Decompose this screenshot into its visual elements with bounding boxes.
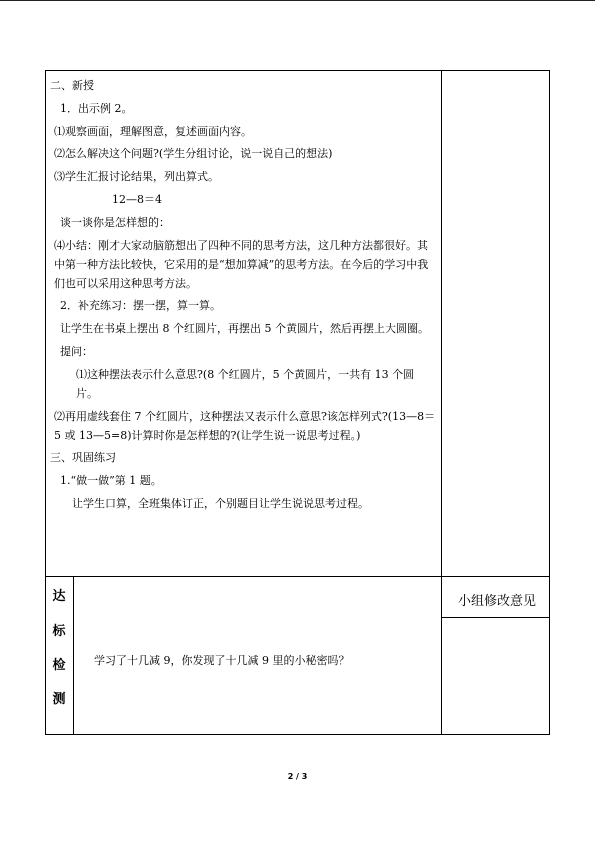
lesson-step: 1．出示例 2。 [60,101,133,115]
equation: 12—8＝4 [112,192,162,206]
lesson-step: ⑵怎么解决这个问题?(学生分组讨论，说一说自己的想法) [54,147,333,161]
lesson-step: 提问： [60,344,93,358]
lesson-step: 谈一谈你是怎样想的： [60,215,170,229]
section-heading: 二、新授 [50,79,94,92]
question: ⑵再用虚线套住 7 个红圆片，这种摆法又表示什么意思?该怎样列式?(13—8＝5 或 13—5=8)计算时你是怎样想的?(让学生说一说思考过程。) [54,409,436,442]
group-revision-title: 小组修改意见 [457,594,536,609]
assessment-label-char: 测 [52,692,66,707]
lesson-step: 让学生口算，全班集体订正，个别题目让学生说说思考过程。 [72,496,369,510]
column-divider-label [73,576,74,735]
page-number: 2 / 3 [287,772,308,781]
assessment-label-char: 达 [52,589,66,604]
row-divider [45,576,550,577]
panel-title-divider [441,617,550,618]
assessment-label-char: 标 [52,624,66,639]
question: ⑴这种摆法表示什么意思?(8 个红圆片，5 个黄圆片，一共有 13 个圆片。 [76,367,415,400]
lesson-step: ⑴观察画面，理解图意，复述画面内容。 [54,124,252,138]
lesson-step: ⑶学生汇报讨论结果，列出算式。 [54,170,219,184]
column-divider-right [441,70,442,735]
assessment-label-char: 检 [52,658,66,673]
lesson-step: 2．补充练习：摆一摆，算一算。 [60,299,221,313]
section-heading: 三、巩固练习 [50,451,116,465]
lesson-summary: ⑷小结：刚才大家动脑筋想出了四种不同的思考方法，这几种方法都很好。其中第一种方法比较快，它采用的是“想加算减”的思考方法。在今后的学习中我们也可以采用这种思考方法。 [54,238,429,290]
lesson-step: 让学生在书桌上摆出 8 个红圆片，再摆出 5 个黄圆片，然后再摆上大圆圈。 [60,322,429,336]
lesson-content [50,76,436,513]
lesson-step: 1.“做一做”第 1 题。 [60,474,162,488]
page-top-rule [0,0,595,1]
assessment-task: 学习了十几减 9，你发现了十几减 9 里的小秘密吗？ [94,654,350,667]
